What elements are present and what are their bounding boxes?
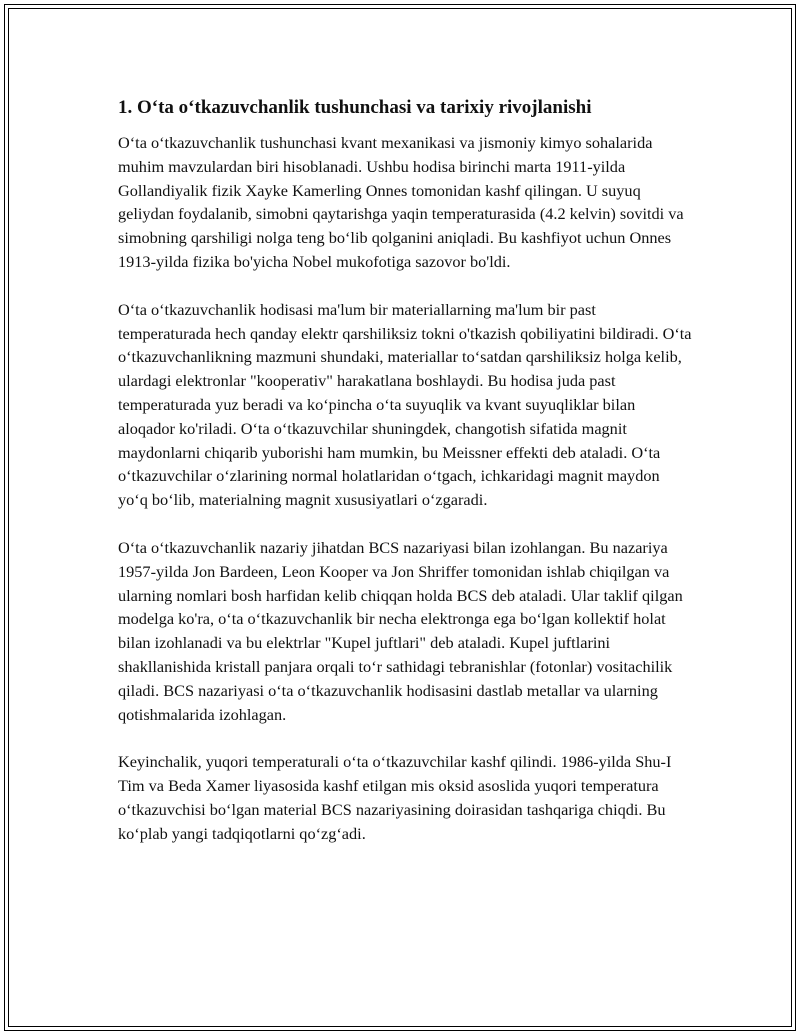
document-body <box>118 95 693 870</box>
paragraph-3: O‘ta o‘tkazuvchanlik nazariy jihatdan BCS nazariyasi bilan izohlangan. Bu nazariya 1957-yilda Jon Bardeen, Leon Kooper va Jon Shriffer tomonidan ishlab chiqilgan va ularning nomlari bosh harfidan kelib chiqqan holda BCS deb ataladi. Ular taklif qilgan modelga ko'ra, o‘ta o‘tkazuvchanlik bir necha elektronga ega bo‘lgan kollektif holat bilan izohlanadi va bu elektrlar "Kupel juftlari" deb ataladi. Kupel juftlarini shakllanishida kristall panjara orqali to‘r sathidagi tebranishlar (fotonlar) vositachilik qiladi. BCS nazariyasi o‘ta o‘tkazuvchanlik hodisasini dastlab metallar va ularning qotishmalarida izohlagan. <box>118 537 683 724</box>
paragraph-4: Keyinchalik, yuqori temperaturali o‘ta o‘tkazuvchilar kashf qilindi. 1986-yilda Shu-I Tim va Beda Xamer liyasosida kashf etilgan mis oksid asoslida yuqori temperatura o‘tkazuvchisi bo‘lgan material BCS nazariyasining doirasidan tashqariga chiqdi. Bu ko‘plab yangi tadqiqotlarni qo‘zg‘adi. <box>118 752 672 843</box>
paragraph-1: O‘ta o‘tkazuvchanlik tushunchasi kvant mexanikasi va jismoniy kimyo sohalarida muhim mavzulardan biri hisoblanadi. Ushbu hodisa birinchi marta 1911-yilda Gollandiyalik fizik Xayke Kamerling Onnes tomonidan kashf qilingan. U suyuq geliydan foydalanib, simobni qaytarishga yaqin temperaturasida (4.2 kelvin) sovitdi va simobning qarshiligi nolga teng bo‘lib qolganini aniqladi. Bu kashfiyot uchun Onnes 1913-yilda fizika bo'yicha Nobel mukofotiga sazovor bo'ldi. <box>118 133 684 271</box>
paragraph-2: O‘ta o‘tkazuvchanlik hodisasi ma'lum bir materiallarning ma'lum bir past temperaturada hech qanday elektr qarshiliksiz tokni o'tkazish qobiliyatini bildiradi. O‘ta o‘tkazuvchanlikning mazmuni shundaki, materiallar to‘satdan qarshiliksiz holga kelib, ulardagi elektronlar "kooperativ" harakatlana boshlaydi. Bu hodisa juda past temperaturada yuz beradi va ko‘pincha o‘ta suyuqlik va kvant suyuqliklar bilan aloqador ko'riladi. O‘ta o‘tkazuvchilar shuningdek, changotish sifatida magnit maydonlarni chiqarib yuborishi ham mumkin, bu Meissner effekti deb ataladi. O‘ta o‘tkazuvchilar o‘zlarining normal holatlaridan o‘tgach, ichkaridagi magnit maydon yo‘q bo‘lib, materialning magnit xususiyatlari o‘zgaradi. <box>118 299 692 510</box>
section-heading: 1. O‘ta o‘tkazuvchanlik tushunchasi va tarixiy rivojlanishi <box>118 97 592 118</box>
